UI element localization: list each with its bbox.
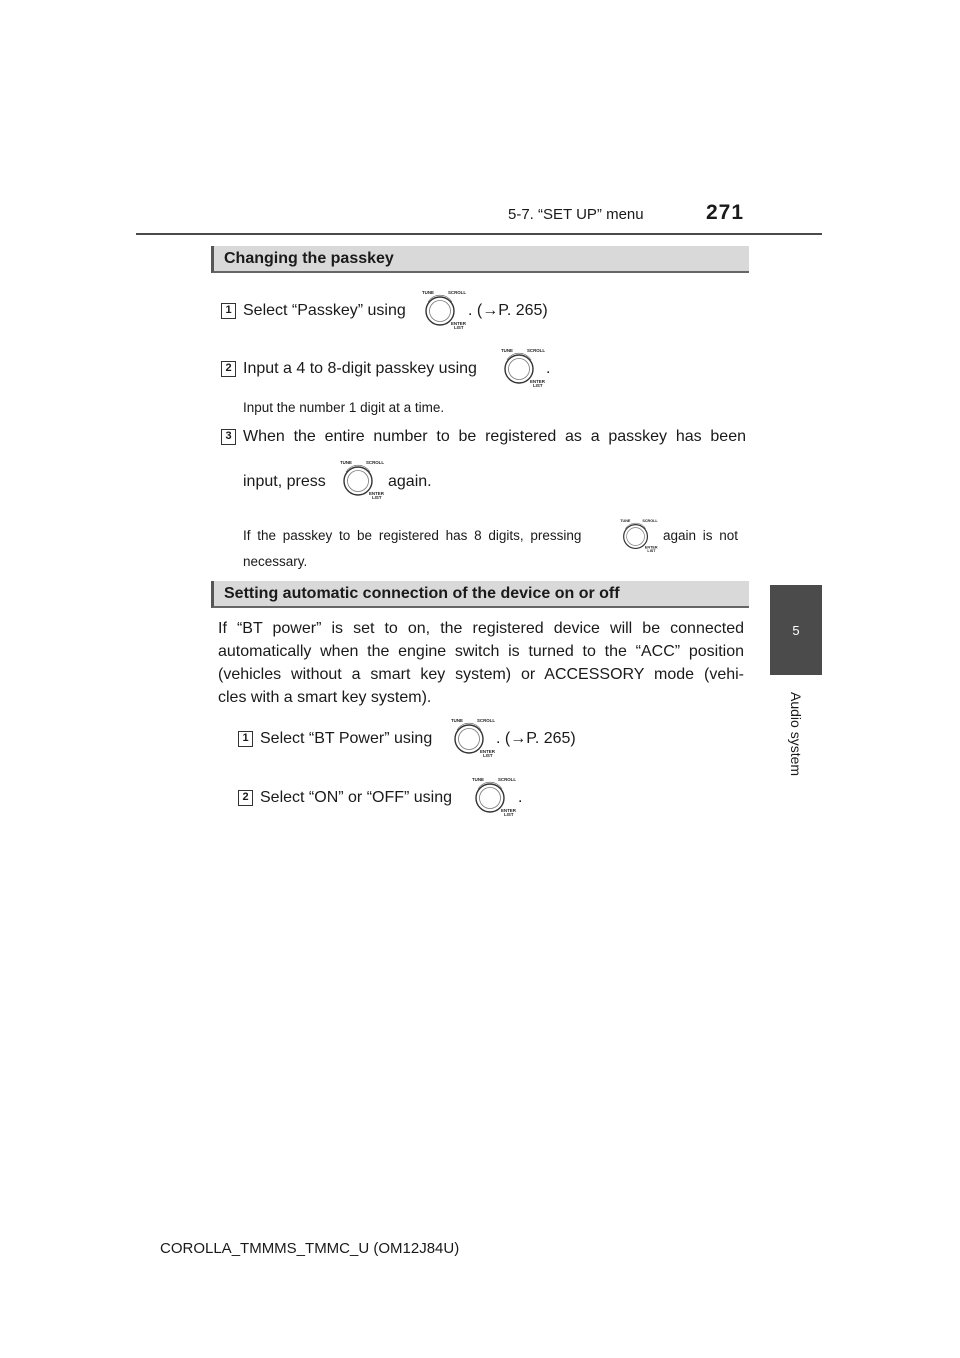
header-divider [136,233,822,235]
paragraph-line: (vehicles without a smart key system) or ACCESSORY mode (vehi- [218,666,744,683]
paragraph-line: cles with a smart key system). [218,689,432,706]
step-number-1: 1 [238,731,253,747]
note-8-digits: If the passkey to be registered has 8 digits, pressing [243,528,582,543]
tune-knob-icon [467,775,519,817]
knob-label-tune: TUNE [501,348,513,353]
knob-label-scroll: SCROLL [527,348,546,353]
knob-label-scroll: SCROLL [448,290,467,295]
section-header: 5-7. “SET UP” menu [508,206,644,223]
chapter-tab [770,585,822,675]
step-number-2: 2 [238,790,253,806]
note-digit-input: Input the number 1 digit at a time. [243,400,445,415]
knob-label-enter: ENTER [644,545,658,550]
section-heading-auto-connect: Setting automatic connection of the device on or off [211,581,749,608]
section-heading-passkey: Changing the passkey [211,246,749,273]
tune-knob-icon [446,716,498,758]
step-3-text-line2: input, press [243,473,326,490]
knob-label-list: LIST [454,325,464,330]
step-bt-power-ref: . (→P. 265) [496,730,576,747]
knob-label-tune: TUNE [451,718,463,723]
step-on-off-end: . [518,789,523,806]
paragraph-line: If “BT power” is set to on, the registered device will be connected [218,620,744,637]
step-3-text-line1: When the entire number to be registered as a passkey has been [243,428,746,445]
step-2-end: . [546,360,551,377]
tune-knob-icon [335,458,387,500]
knob-label-enter: ENTER [369,491,384,496]
knob-label-enter: ENTER [480,749,495,754]
knob-label-list: LIST [372,495,382,500]
document-footer: COROLLA_TMMMS_TMMC_U (OM12J84U) [160,1240,460,1257]
chapter-number: 5 [792,622,800,638]
step-2-text: Input a 4 to 8-digit passkey using [243,360,477,377]
knob-label-tune: TUNE [340,460,352,465]
knob-label-list: LIST [533,383,543,388]
step-number-3: 3 [221,429,236,445]
step-3-again: again. [388,473,432,490]
knob-label-scroll: SCROLL [366,460,385,465]
tune-knob-icon [616,517,660,553]
knob-label-enter: ENTER [451,321,466,326]
knob-label-tune: TUNE [472,777,484,782]
step-1-ref: . (→P. 265) [468,302,548,319]
step-number-1: 1 [221,303,236,319]
knob-label-list: LIST [504,812,514,817]
knob-label-enter: ENTER [530,379,545,384]
step-on-off-text: Select “ON” or “OFF” using [260,789,453,806]
knob-label-enter: ENTER [501,808,516,813]
chapter-label: Audio system [788,692,804,777]
knob-label-scroll: SCROLL [477,718,496,723]
step-1-text: Select “Passkey” using [243,302,406,319]
knob-label-scroll: SCROLL [498,777,517,782]
note-8-digits-line2: necessary. [243,554,308,569]
paragraph-line: automatically when the engine switch is turned to the “ACC” position [218,643,744,660]
knob-label-list: LIST [647,548,656,553]
knob-label-tune: TUNE [620,519,631,524]
note-8-digits-cont: again is not [663,528,739,543]
tune-knob-icon [417,288,469,330]
knob-label-scroll: SCROLL [642,519,658,524]
page-number: 271 [706,201,745,224]
tune-knob-icon [496,346,551,388]
knob-label-list: LIST [483,753,493,758]
step-number-2: 2 [221,361,236,377]
step-bt-power-text: Select “BT Power” using [260,730,433,747]
knob-label-tune: TUNE [422,290,434,295]
